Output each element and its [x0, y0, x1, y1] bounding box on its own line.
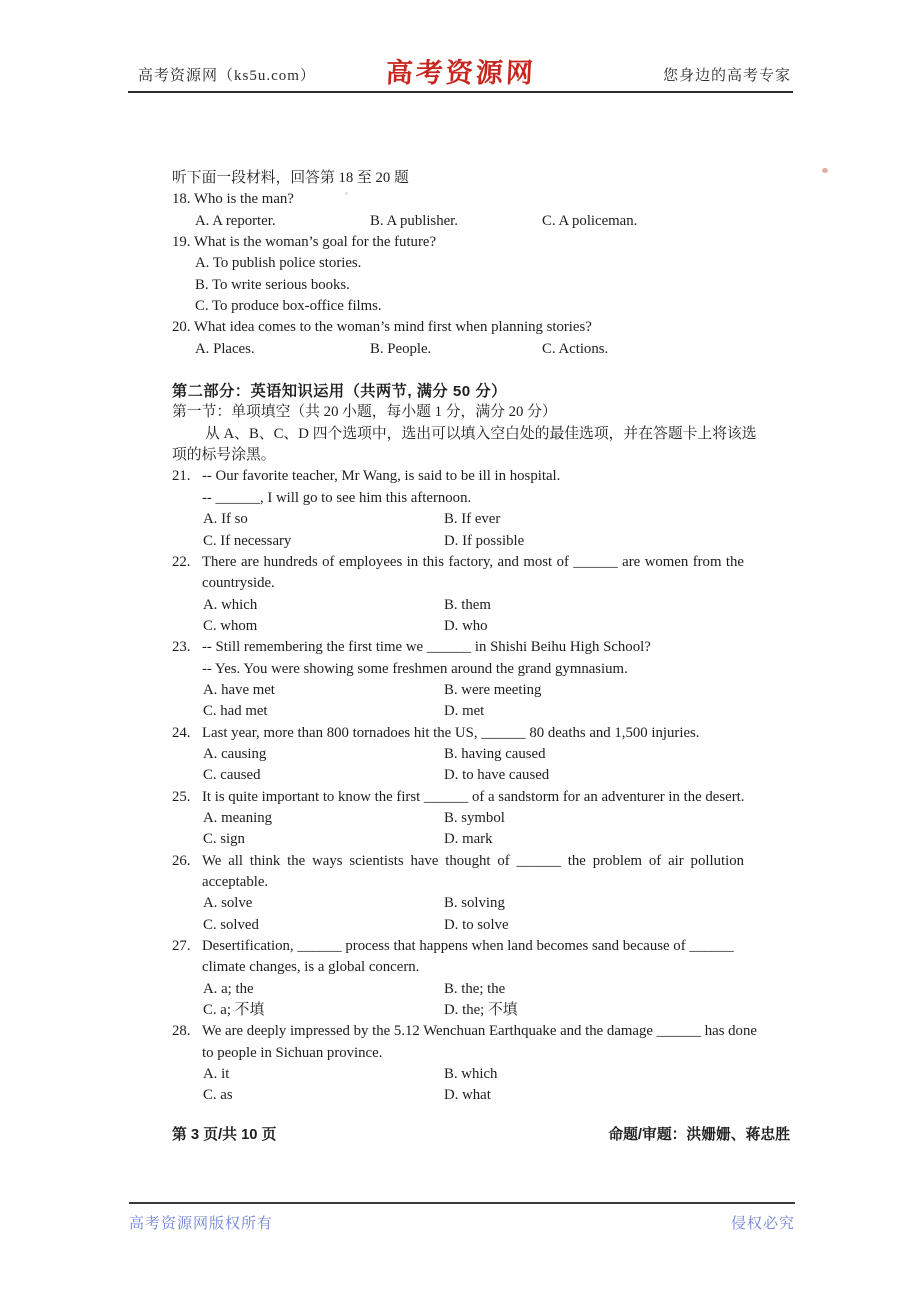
question-20: [172, 317, 744, 338]
option-c: C. sign: [203, 831, 245, 848]
question-18-options: [195, 211, 744, 232]
option-c: C. If necessary: [203, 532, 292, 549]
page-header: [128, 44, 793, 93]
question-number: 24.: [172, 724, 191, 741]
directions-line-1: 从 A、B、C、D 四个选项中，选出可以填入空白处的最佳选项，并在答题卡上将该选: [205, 425, 757, 442]
question-stem: [202, 851, 744, 894]
copyright-bar: [129, 1202, 795, 1233]
stem-line: There are hundreds of employees in this factory, and most of ______ are women from the: [202, 553, 744, 570]
stem-line: to people in Sichuan province.: [202, 1044, 383, 1061]
question-26: [172, 851, 744, 894]
stem-line: -- ______, I will go to see him this afternoon.: [202, 489, 472, 506]
option-c: C. a; 不填: [203, 1002, 265, 1019]
question-stem: Who is the man?: [194, 191, 294, 208]
question-number: 25.: [172, 788, 191, 805]
option-c: C. caused: [203, 767, 261, 784]
scan-speck: [822, 168, 828, 173]
question-number: 20.: [172, 319, 191, 336]
question-27: [172, 936, 744, 979]
option-c: C. had met: [203, 703, 268, 720]
option-b: B. the; the: [444, 980, 506, 997]
question-20-options: [195, 339, 744, 360]
stem-line: It is quite important to know the first ______ of a sandstorm for an adventurer in the desert.: [202, 788, 745, 805]
stem-line: acceptable.: [202, 874, 269, 890]
scan-speck: [345, 192, 348, 195]
option-c: C. To produce box-office films.: [195, 298, 382, 315]
question-21-options: [203, 509, 744, 552]
question-number: 19.: [172, 234, 191, 251]
option-b: B. symbol: [444, 809, 505, 826]
option-c: C. A policeman.: [542, 212, 638, 229]
page-number: 第 3 页/共 10 页: [172, 1127, 277, 1143]
question-19-options: [195, 253, 744, 317]
question-number: 23.: [172, 639, 191, 656]
option-c: C. whom: [203, 617, 258, 634]
question-28-options: [203, 1064, 744, 1107]
question-number: 26.: [172, 852, 191, 869]
question-stem: [202, 936, 744, 979]
option-a: A. causing: [203, 745, 267, 762]
option-a: A. solve: [203, 895, 253, 912]
question-25: [172, 787, 744, 808]
option-b: B. People.: [370, 340, 432, 357]
question-number: 21.: [172, 468, 191, 485]
question-stem: What idea comes to the woman’s mind first when planning stories?: [194, 319, 592, 336]
option-b: B. If ever: [444, 511, 501, 528]
copyright-text: 高考资源网版权所有: [129, 1216, 274, 1232]
question-22: [172, 552, 744, 595]
option-d: D. the; 不填: [444, 1002, 518, 1019]
option-c: C. as: [203, 1087, 233, 1104]
stem-line: -- Our favorite teacher, Mr Wang, is said to be ill in hospital.: [202, 468, 561, 485]
option-d: D. to have caused: [444, 767, 550, 784]
question-number: 22.: [172, 553, 191, 570]
stem-line: countryside.: [202, 575, 275, 592]
question-19: [172, 232, 744, 253]
question-stem: [202, 637, 744, 680]
header-slogan: 您身边的高考专家: [662, 68, 791, 84]
question-number: 27.: [172, 938, 191, 955]
question-24: [172, 723, 744, 744]
option-a: A. If so: [203, 511, 248, 528]
part-2-heading: 第二部分：英语知识运用（共两节, 满分 50 分）: [172, 383, 507, 401]
option-a: A. which: [203, 596, 258, 613]
stem-line: climate changes, is a global concern.: [202, 959, 420, 976]
question-27-options: [203, 979, 744, 1022]
section-1-heading: 第一节：单项填空（共 20 小题，每小题 1 分，满分 20 分）: [172, 404, 557, 421]
option-a: A. To publish police stories.: [195, 255, 362, 272]
option-a: A. meaning: [203, 809, 273, 826]
option-b: B. A publisher.: [370, 212, 458, 229]
exam-body: [172, 168, 757, 1107]
question-18: [172, 189, 744, 210]
option-b: B. were meeting: [444, 681, 542, 698]
page-footer: [172, 1123, 790, 1144]
question-23-options: [203, 680, 744, 723]
question-stem: [202, 1021, 757, 1064]
question-22-options: [203, 595, 744, 638]
option-b: B. them: [444, 596, 491, 613]
option-a: A. Places.: [195, 340, 255, 357]
stem-line: Desertification, ______ process that happens when land becomes sand because of ______: [202, 938, 734, 955]
question-23: [172, 637, 744, 680]
stem-line: We are deeply impressed by the 5.12 Wenchuan Earthquake and the damage ______ has done: [202, 1023, 757, 1040]
option-b: B. having caused: [444, 745, 546, 762]
exam-setters: 命题/审题：洪姗姗、蒋忠胜: [608, 1127, 790, 1143]
option-b: B. To write serious books.: [195, 276, 350, 293]
header-site-name: 高考资源网（ks5u.com）: [138, 68, 316, 84]
option-a: A. it: [203, 1066, 230, 1083]
stem-line: Last year, more than 800 tornadoes hit the US, ______ 80 deaths and 1,500 injuries.: [202, 724, 700, 741]
option-d: D. met: [444, 703, 485, 720]
option-d: D. If possible: [444, 532, 525, 549]
option-d: D. to solve: [444, 916, 509, 933]
question-stem: [202, 552, 744, 595]
option-d: D. mark: [444, 831, 493, 848]
option-b: B. solving: [444, 895, 505, 912]
question-24-options: [203, 744, 744, 787]
question-stem: [202, 723, 744, 744]
option-a: A. a; the: [203, 980, 254, 997]
option-c: C. Actions.: [542, 340, 609, 357]
stem-line: We all think the ways scientists have thought of ______ the problem of air pollution: [202, 852, 744, 869]
option-a: A. A reporter.: [195, 212, 276, 229]
directions-line-2: 项的标号涂黑。: [172, 447, 276, 464]
question-28: [172, 1021, 757, 1064]
option-b: B. which: [444, 1066, 498, 1083]
stem-line: -- Yes. You were showing some freshmen around the grand gymnasium.: [202, 660, 628, 677]
option-d: D. what: [444, 1087, 491, 1104]
question-21: [172, 466, 744, 509]
rights-notice: 侵权必究: [730, 1216, 795, 1232]
option-a: A. have met: [203, 681, 275, 698]
question-25-options: [203, 808, 744, 851]
question-26-options: [203, 893, 744, 936]
stem-line: -- Still remembering the first time we ______ in Shishi Beihu High School?: [202, 639, 651, 656]
question-number: 28.: [172, 1023, 191, 1040]
question-number: 18.: [172, 191, 191, 208]
question-stem: What is the woman’s goal for the future?: [194, 234, 437, 251]
option-c: C. solved: [203, 916, 259, 933]
question-stem: [202, 466, 744, 509]
question-stem: [202, 787, 744, 808]
listening-instruction: 听下面一段材料，回答第 18 至 20 题: [172, 170, 409, 186]
option-d: D. who: [444, 617, 488, 634]
ks5u-logo: 高考资源网: [384, 58, 537, 88]
